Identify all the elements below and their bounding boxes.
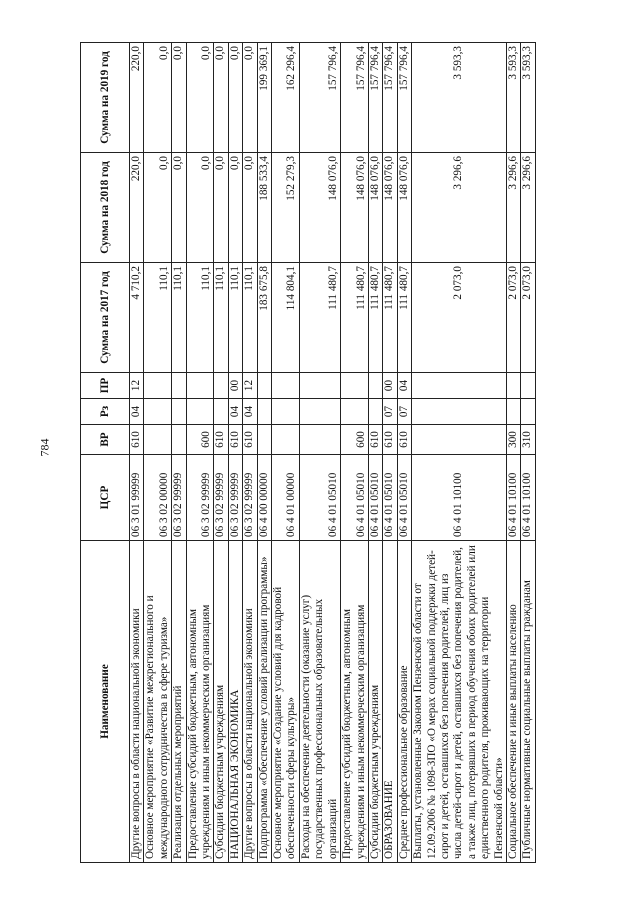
cell-csr: 06 3 02 99999 (228, 455, 242, 541)
cell-pr: 00 (228, 373, 242, 399)
cell-name: Среднее профессиональное образование (397, 541, 411, 863)
cell-sum-2019: 0,0 (214, 43, 228, 153)
cell-name: ОБРАЗОВАНИЕ (383, 541, 397, 863)
cell-name: Предоставление субсидий бюджетным, автономным учреждениям и иным некоммерческим организациям (341, 541, 369, 863)
cell-sum-2017: 111 480,7 (341, 263, 369, 373)
table-row (172, 43, 186, 863)
cell-pr (299, 373, 340, 399)
cell-sum-2018: 3 296,6 (506, 153, 520, 263)
cell-sum-2018: 3 296,6 (521, 153, 535, 263)
cell-sum-2019: 157 796,4 (397, 43, 411, 153)
cell-sum-2017: 2 073,0 (412, 263, 507, 373)
table-row (299, 43, 340, 863)
cell-vr: 600 (186, 425, 214, 455)
cell-name: Основное мероприятие «Развитие межрегионального и международного сотрудничества в сфере туризма» (144, 541, 172, 863)
cell-csr: 06 3 02 99999 (214, 455, 228, 541)
cell-sum-2019: 3 593,3 (412, 43, 507, 153)
cell-sum-2018: 0,0 (186, 153, 214, 263)
cell-rz (521, 399, 535, 425)
cell-pr (186, 373, 214, 399)
cell-csr: 06 4 01 05010 (383, 455, 397, 541)
cell-pr (257, 373, 271, 399)
cell-rz (412, 399, 507, 425)
cell-sum-2017: 110,1 (144, 263, 172, 373)
cell-csr: 06 3 02 00000 (144, 455, 172, 541)
cell-sum-2017: 111 480,7 (368, 263, 382, 373)
cell-name: Другие вопросы в области национальной экономики (130, 541, 144, 863)
cell-name: Предоставление субсидий бюджетным, автономным учреждениям и иным некоммерческим организациям (186, 541, 214, 863)
cell-name: Реализация отдельных мероприятий (172, 541, 186, 863)
table-row (228, 43, 242, 863)
cell-sum-2019: 3 593,3 (521, 43, 535, 153)
cell-rz: 07 (383, 399, 397, 425)
cell-rz (214, 399, 228, 425)
table-row (214, 43, 228, 863)
cell-pr (272, 373, 300, 399)
cell-vr: 300 (506, 425, 520, 455)
cell-vr (257, 425, 271, 455)
cell-sum-2018: 0,0 (243, 153, 257, 263)
cell-sum-2017: 114 804,1 (272, 263, 300, 373)
table-row (272, 43, 300, 863)
cell-sum-2018: 0,0 (172, 153, 186, 263)
table-header-row (81, 43, 130, 863)
cell-sum-2019: 157 796,4 (341, 43, 369, 153)
cell-name: Другие вопросы в области национальной экономики (243, 541, 257, 863)
cell-csr: 06 4 01 05010 (341, 455, 369, 541)
cell-csr: 06 4 01 10100 (521, 455, 535, 541)
cell-vr: 310 (521, 425, 535, 455)
cell-sum-2018: 0,0 (144, 153, 172, 263)
cell-sum-2018: 148 076,0 (341, 153, 369, 263)
cell-sum-2019: 157 796,4 (383, 43, 397, 153)
budget-table-rotated (80, 43, 560, 863)
table-row (257, 43, 271, 863)
cell-name: Субсидии бюджетным учреждениям (368, 541, 382, 863)
cell-pr: 12 (243, 373, 257, 399)
cell-sum-2017: 110,1 (214, 263, 228, 373)
table-row (243, 43, 257, 863)
cell-csr: 06 4 01 00000 (272, 455, 300, 541)
cell-pr (506, 373, 520, 399)
cell-pr (412, 373, 507, 399)
cell-sum-2018: 148 076,0 (368, 153, 382, 263)
cell-sum-2018: 0,0 (228, 153, 242, 263)
cell-name: Основное мероприятие «Создание условий для кадровой обеспеченности сферы культуры» (272, 541, 300, 863)
cell-vr (144, 425, 172, 455)
cell-sum-2018: 152 279,3 (272, 153, 300, 263)
cell-csr: 06 4 01 10100 (412, 455, 507, 541)
col-header-csr: ЦСР (81, 455, 130, 541)
cell-sum-2018: 188 533,4 (257, 153, 271, 263)
cell-sum-2019: 199 369,1 (257, 43, 271, 153)
cell-vr: 610 (228, 425, 242, 455)
cell-vr: 610 (130, 425, 144, 455)
budget-table (80, 42, 536, 863)
cell-sum-2018: 148 076,0 (383, 153, 397, 263)
cell-rz (299, 399, 340, 425)
table-row (341, 43, 369, 863)
cell-sum-2017: 111 480,7 (383, 263, 397, 373)
cell-vr (272, 425, 300, 455)
cell-rz (506, 399, 520, 425)
cell-csr: 06 3 02 99999 (186, 455, 214, 541)
cell-rz (186, 399, 214, 425)
cell-vr: 610 (368, 425, 382, 455)
cell-name: Социальное обеспечение и иные выплаты населению (506, 541, 520, 863)
cell-vr: 610 (397, 425, 411, 455)
cell-sum-2019: 0,0 (144, 43, 172, 153)
cell-vr (412, 425, 507, 455)
cell-csr: 06 4 01 05010 (397, 455, 411, 541)
table-row (144, 43, 172, 863)
cell-sum-2017: 2 073,0 (521, 263, 535, 373)
cell-sum-2017: 4 710,2 (130, 263, 144, 373)
col-header-vr: ВР (81, 425, 130, 455)
cell-sum-2019: 157 796,4 (299, 43, 340, 153)
cell-pr: 04 (397, 373, 411, 399)
cell-sum-2017: 110,1 (243, 263, 257, 373)
cell-rz (144, 399, 172, 425)
cell-pr: 12 (130, 373, 144, 399)
cell-csr: 06 3 02 99999 (243, 455, 257, 541)
cell-csr: 06 4 01 10100 (506, 455, 520, 541)
cell-vr: 610 (214, 425, 228, 455)
cell-csr: 06 3 02 99999 (172, 455, 186, 541)
cell-csr: 06 4 00 00000 (257, 455, 271, 541)
cell-sum-2017: 110,1 (172, 263, 186, 373)
cell-sum-2019: 0,0 (228, 43, 242, 153)
cell-rz: 04 (228, 399, 242, 425)
table-row (506, 43, 520, 863)
table-row (130, 43, 144, 863)
table-row (521, 43, 535, 863)
table-row (412, 43, 507, 863)
cell-rz: 07 (397, 399, 411, 425)
cell-rz (172, 399, 186, 425)
page-number: 784 (37, 438, 52, 457)
cell-name: Подпрограмма «Обеспечение условий реализации программы» (257, 541, 271, 863)
cell-sum-2019: 0,0 (243, 43, 257, 153)
cell-sum-2018: 0,0 (214, 153, 228, 263)
cell-rz: 04 (243, 399, 257, 425)
col-header-rz: Рз (81, 399, 130, 425)
cell-sum-2018: 220,0 (130, 153, 144, 263)
cell-pr (214, 373, 228, 399)
cell-sum-2017: 111 480,7 (299, 263, 340, 373)
cell-sum-2019: 0,0 (186, 43, 214, 153)
cell-pr (368, 373, 382, 399)
cell-sum-2019: 162 296,4 (272, 43, 300, 153)
cell-rz: 04 (130, 399, 144, 425)
cell-rz (257, 399, 271, 425)
col-header-2019: Сумма на 2019 год (81, 43, 130, 153)
cell-csr: 06 4 01 05010 (299, 455, 340, 541)
cell-sum-2017: 2 073,0 (506, 263, 520, 373)
table-row (383, 43, 397, 863)
col-header-pr: ПР (81, 373, 130, 399)
table-row (186, 43, 214, 863)
cell-pr (521, 373, 535, 399)
cell-name: Публичные нормативные социальные выплаты гражданам (521, 541, 535, 863)
cell-sum-2018: 3 296,6 (412, 153, 507, 263)
cell-pr: 00 (383, 373, 397, 399)
cell-sum-2018: 148 076,0 (299, 153, 340, 263)
cell-vr: 610 (243, 425, 257, 455)
cell-sum-2017: 110,1 (186, 263, 214, 373)
cell-csr: 06 4 01 05010 (368, 455, 382, 541)
cell-pr (341, 373, 369, 399)
cell-vr: 610 (383, 425, 397, 455)
cell-sum-2019: 157 796,4 (368, 43, 382, 153)
cell-name: Субсидии бюджетным учреждениям (214, 541, 228, 863)
col-header-2018: Сумма на 2018 год (81, 153, 130, 263)
cell-sum-2017: 110,1 (228, 263, 242, 373)
cell-csr: 06 3 01 99999 (130, 455, 144, 541)
table-row (397, 43, 411, 863)
cell-name: Расходы на обеспечение деятельности (оказание услуг) государственных профессиональных образовательных организаций (299, 541, 340, 863)
cell-vr: 600 (341, 425, 369, 455)
cell-sum-2019: 220,0 (130, 43, 144, 153)
cell-pr (144, 373, 172, 399)
cell-rz (272, 399, 300, 425)
cell-sum-2017: 183 675,8 (257, 263, 271, 373)
cell-rz (368, 399, 382, 425)
cell-sum-2018: 148 076,0 (397, 153, 411, 263)
table-row (368, 43, 382, 863)
cell-rz (341, 399, 369, 425)
cell-sum-2017: 111 480,7 (397, 263, 411, 373)
col-header-2017: Сумма на 2017 год (81, 263, 130, 373)
cell-sum-2019: 3 593,3 (506, 43, 520, 153)
cell-name: НАЦИОНАЛЬНАЯ ЭКОНОМИКА (228, 541, 242, 863)
cell-vr (299, 425, 340, 455)
cell-pr (172, 373, 186, 399)
cell-name: Выплаты, установленные Законом Пензенской области от 12.09.2006 № 1098-ЗПО «О мерах социальной поддержки детей-сирот и детей, оставшихся без попечения родителей, лиц из числа детей-сирот и детей, оставшихся без попечения родителей, а также лиц, потерявших в период обучения обоих родителей или единственного родителя, проживающих на территории Пензенской области» (412, 541, 507, 863)
col-header-name: Наименование (81, 541, 130, 863)
cell-vr (172, 425, 186, 455)
cell-sum-2019: 0,0 (172, 43, 186, 153)
